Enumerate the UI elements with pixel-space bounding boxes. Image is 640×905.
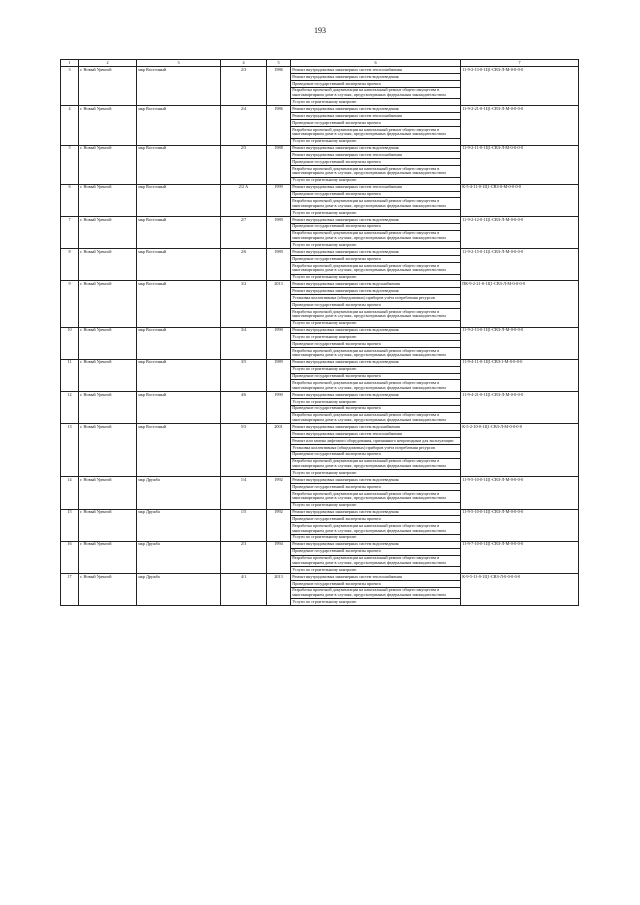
record-work-item: Проведение государственной экспертизы проекта — [291, 120, 461, 127]
table-row — [61, 281, 579, 288]
record-house: 2/7 — [221, 216, 267, 248]
record-code: 11-9-5-10-0-1Ц1-СВЗ-Л-М-0-0-0-0 — [461, 509, 579, 541]
column-header: 4 — [221, 60, 267, 67]
record-work-item: Услуги по строительному контролю — [291, 242, 461, 249]
record-work-item: Проведение государственной экспертизы проекта — [291, 341, 461, 348]
record-work-item: Ремонт внутридомовых инженерных систем теплоснабжения — [291, 184, 461, 191]
record-work-item: Ремонт внутридомовых инженерных систем водоотведения — [291, 288, 461, 295]
table-row — [61, 541, 579, 548]
record-code: 11-9-2-13-0-1Ц1-СВЗ-Л-М-0-0-0-0 — [461, 327, 579, 359]
table-row — [61, 392, 579, 399]
record-work-item: Ремонт внутридомовых инженерных систем водоснабжения — [291, 281, 461, 288]
record-number: 9 — [61, 281, 79, 327]
record-city: г. Новый Уренгой — [79, 424, 137, 477]
record-work-item: Разработка проектной документации на капитальный ремонт общего имущества в многоквартирном доме в случаях, предусмотренных федеральным законодательством — [291, 198, 461, 210]
record-year: 1994 — [267, 541, 291, 573]
record-work-item: Услуги по строительному контролю — [291, 470, 461, 477]
record-house: 4/6 — [221, 392, 267, 424]
record-city: г. Новый Уренгой — [79, 67, 137, 106]
record-work-item: Ремонт внутридомовых инженерных систем водоотведения — [291, 541, 461, 548]
record-work-item: Ремонт внутридомовых инженерных систем водоотведения — [291, 106, 461, 113]
record-work-item: Разработка проектной документации на капитальный ремонт общего имущества в многоквартирном доме в случаях, предусмотренных федеральным законодательством — [291, 127, 461, 139]
table-row — [61, 216, 579, 223]
column-header: 3 — [137, 60, 221, 67]
record-work-item: Разработка проектной документации на капитальный ремонт общего имущества в многоквартирном доме в случаях, предусмотренных федеральным законодательством — [291, 262, 461, 274]
record-work-item: Разработка проектной документации на капитальный ремонт общего имущества в многоквартирном доме в случаях, предусмотренных федеральным законодательством — [291, 230, 461, 242]
record-code: К-5-4-11-0-1Ц1-СВЗ-0-М-0-0-0-0 — [461, 184, 579, 216]
column-number-row — [61, 60, 579, 67]
record-house: 2/4 — [221, 106, 267, 145]
record-work-item: Проведение государственной экспертизы проекта — [291, 484, 461, 491]
record-year: 1989 — [267, 359, 291, 391]
record-year: 1990 — [267, 392, 291, 424]
record-house: 1/5 — [221, 509, 267, 541]
record-house: 1/4 — [221, 477, 267, 509]
record-work-item: Проведение государственной экспертизы проекта — [291, 580, 461, 587]
record-work-item: Услуги по строительному контролю — [291, 398, 461, 405]
table-row — [61, 509, 579, 516]
record-year: 1986 — [267, 106, 291, 145]
record-work-item: Проведение государственной экспертизы проекта — [291, 451, 461, 458]
table-row — [61, 106, 579, 113]
record-work-item: Услуги по строительному контролю — [291, 534, 461, 541]
record-number: 6 — [61, 184, 79, 216]
record-city: г. Новый Уренгой — [79, 541, 137, 573]
column-header: 7 — [461, 60, 579, 67]
record-city: г. Новый Уренгой — [79, 574, 137, 606]
record-district: мкр Дружба — [137, 541, 221, 573]
table-row — [61, 574, 579, 581]
table-row — [61, 184, 579, 191]
record-work-item: Проведение государственной экспертизы проекта — [291, 256, 461, 263]
record-work-item: Проведение государственной экспертизы проекта — [291, 516, 461, 523]
record-house: 2/6 — [221, 249, 267, 281]
table-row — [61, 249, 579, 256]
record-house: 2/3 — [221, 67, 267, 106]
column-header: 2 — [79, 60, 137, 67]
record-district: мкр Восточный — [137, 67, 221, 106]
record-district: мкр Восточный — [137, 281, 221, 327]
record-house: 3/2 — [221, 281, 267, 327]
table-row — [61, 359, 579, 366]
record-work-item: Разработка проектной документации на капитальный ремонт общего имущества в многоквартирном доме в случаях, предусмотренных федеральным законодательством — [291, 348, 461, 360]
record-work-item: Услуги по строительному контролю — [291, 320, 461, 327]
record-work-item: Разработка проектной документации на капитальный ремонт общего имущества в многоквартирном доме в случаях, предусмотренных федеральным законодательством — [291, 380, 461, 392]
record-year: 1992 — [267, 477, 291, 509]
record-work-item: Проведение государственной экспертизы проекта — [291, 159, 461, 166]
record-work-item: Разработка проектной документации на капитальный ремонт общего имущества в многоквартирном доме в случаях, предусмотренных федеральным законодательством — [291, 587, 461, 599]
record-work-item: Ремонт внутридомовых инженерных систем водоотведения — [291, 392, 461, 399]
record-city: г. Новый Уренгой — [79, 106, 137, 145]
record-district: мкр Дружба — [137, 509, 221, 541]
table-row — [61, 67, 579, 74]
record-work-item: Услуги по строительному контролю — [291, 599, 461, 606]
record-district: мкр Дружба — [137, 574, 221, 606]
record-number: 10 — [61, 327, 79, 359]
record-district: мкр Восточный — [137, 249, 221, 281]
record-work-item: Разработка проектной документации на капитальный ремонт общего имущества в многоквартирном доме в случаях, предусмотренных федеральным законодательством — [291, 491, 461, 503]
record-number: 3 — [61, 67, 79, 106]
record-code: К-9-5-11-0-1Ц1-СВЗ-Л-0-0-0-0-0 — [461, 574, 579, 606]
record-code: 11-9-2-21-0-1Ц1-СВЗ-Л-М-0-0-0-0 — [461, 106, 579, 145]
record-number: 14 — [61, 477, 79, 509]
record-work-item: Ремонт или замена лифтового оборудования, признанного непригодным для эксплуатации — [291, 438, 461, 445]
record-city: г. Новый Уренгой — [79, 249, 137, 281]
record-work-item: Разработка проектной документации на капитальный ремонт общего имущества в многоквартирном доме в случаях, предусмотренных федеральным законодательством — [291, 555, 461, 567]
record-work-item: Разработка проектной документации на капитальный ремонт общего имущества в многоквартирном доме в случаях, предусмотренных федеральным законодательством — [291, 523, 461, 535]
record-year: 1990 — [267, 327, 291, 359]
record-work-item: Ремонт внутридомовых инженерных систем водоотведения — [291, 327, 461, 334]
record-work-item: Проведение государственной экспертизы проекта — [291, 191, 461, 198]
record-work-item: Проведение государственной экспертизы проекта — [291, 405, 461, 412]
record-work-item: Проведение государственной экспертизы проекта — [291, 223, 461, 230]
record-work-item: Установка коллективных (общедомовых) приборов учёта потребления ресурсов — [291, 444, 461, 451]
record-work-item: Ремонт внутридомовых инженерных систем водоотведения — [291, 249, 461, 256]
record-code: К-5-2-10-0-1Ц1-СВЗ-Л-М-0-0-0-0 — [461, 424, 579, 477]
record-code: 11-9-2-12-0-1Ц1-СВЗ-Л-М-0-0-0-0 — [461, 216, 579, 248]
record-district: мкр Восточный — [137, 359, 221, 391]
record-work-item: Услуги по строительному контролю — [291, 138, 461, 145]
record-work-item: Разработка проектной документации на капитальный ремонт общего имущества в многоквартирном доме в случаях, предусмотренных федеральным законодательством — [291, 458, 461, 470]
record-city: г. Новый Уренгой — [79, 145, 137, 184]
record-number: 4 — [61, 106, 79, 145]
record-year: 2013 — [267, 281, 291, 327]
record-work-item: Ремонт внутридомовых инженерных систем водоотведения — [291, 216, 461, 223]
record-work-item: Услуги по строительному контролю — [291, 274, 461, 281]
record-year: 1989 — [267, 249, 291, 281]
record-work-item: Ремонт внутридомовых инженерных систем водоотведения — [291, 74, 461, 81]
record-year: 1992 — [267, 509, 291, 541]
record-house: 2/5 — [221, 145, 267, 184]
record-work-item: Разработка проектной документации на капитальный ремонт общего имущества в многоквартирном доме в случаях, предусмотренных федеральным законодательством — [291, 309, 461, 321]
record-work-item: Ремонт внутридомовых инженерных систем водоотведения — [291, 477, 461, 484]
column-header: 5 — [267, 60, 291, 67]
column-header: 6 — [291, 60, 461, 67]
record-work-item: Разработка проектной документации на капитальный ремонт общего имущества в многоквартирном доме в случаях, предусмотренных федеральным законодательством — [291, 412, 461, 424]
record-number: 12 — [61, 392, 79, 424]
record-district: мкр Восточный — [137, 106, 221, 145]
record-work-item: Проведение государственной экспертизы проекта — [291, 302, 461, 309]
record-district: мкр Дружба — [137, 477, 221, 509]
record-work-item: Ремонт внутридомовых инженерных систем водоотведения — [291, 359, 461, 366]
table-row — [61, 477, 579, 484]
record-work-item: Услуги по строительному контролю — [291, 366, 461, 373]
record-work-item: Услуги по строительному контролю — [291, 567, 461, 574]
record-work-item: Разработка проектной документации на капитальный ремонт общего имущества в многоквартирном доме в случаях, предусмотренных федеральным законодательством — [291, 166, 461, 178]
record-city: г. Новый Уренгой — [79, 184, 137, 216]
table-row — [61, 424, 579, 431]
record-code: 11-9-2-11-0-1Ц1-СВЗ-Л-М-0-0-0-0 — [461, 145, 579, 184]
record-code: 11-9-2-15-0-1Ц1-СВЗ-Л-М-0-0-0-0 — [461, 249, 579, 281]
record-work-item: Ремонт внутридомовых инженерных систем водоснабжения — [291, 424, 461, 431]
record-number: 8 — [61, 249, 79, 281]
record-work-item: Услуги по строительному контролю — [291, 177, 461, 184]
record-city: г. Новый Уренгой — [79, 509, 137, 541]
record-year: 2001 — [267, 424, 291, 477]
record-work-item: Услуги по строительному контролю — [291, 502, 461, 509]
record-district: мкр Восточный — [137, 424, 221, 477]
record-work-item: Проведение государственной экспертизы проекта — [291, 80, 461, 87]
record-work-item: Разработка проектной документации на капитальный ремонт общего имущества в многоквартирном доме в случаях, предусмотренных федеральным законодательством — [291, 87, 461, 99]
record-house: 2/2 А — [221, 184, 267, 216]
record-work-item: Ремонт внутридомовых инженерных систем теплоснабжения — [291, 574, 461, 581]
record-work-item: Услуги по строительному контролю — [291, 334, 461, 341]
record-work-item: Проведение государственной экспертизы проекта — [291, 373, 461, 380]
record-work-item: Ремонт внутридомовых инженерных систем водоотведения — [291, 509, 461, 516]
record-work-item: Ремонт внутридомовых инженерных систем теплоснабжения — [291, 431, 461, 438]
record-number: 7 — [61, 216, 79, 248]
record-number: 16 — [61, 541, 79, 573]
table-row — [61, 145, 579, 152]
record-number: 5 — [61, 145, 79, 184]
record-work-item: Ремонт внутридомовых инженерных систем теплоснабжения — [291, 67, 461, 74]
record-house: 2/3 — [221, 541, 267, 573]
record-work-item: Установка коллективных (общедомовых) приборов учёта потребления ресурсов — [291, 295, 461, 302]
record-code: 11-9-5-10-0-1Ц1-СВЗ-Л-М-0-0-0-0 — [461, 477, 579, 509]
record-house: 5/5 — [221, 424, 267, 477]
record-district: мкр Восточный — [137, 216, 221, 248]
record-code: 11-9-2-13-0-1Ц1-СВЗ-Л-М-0-0-0-0 — [461, 67, 579, 106]
record-number: 13 — [61, 424, 79, 477]
record-city: г. Новый Уренгой — [79, 477, 137, 509]
record-code: 11-9-7-10-0-1Ц1-СВЗ-Л-М-0-0-0-0 — [461, 541, 579, 573]
record-code: 11-9-4-11-0-1Ц1-СВЗ-1-М-0-0-0-0 — [461, 359, 579, 391]
record-work-item: Ремонт внутридомовых инженерных систем теплоснабжения — [291, 152, 461, 159]
record-city: г. Новый Уренгой — [79, 359, 137, 391]
record-city: г. Новый Уренгой — [79, 281, 137, 327]
record-number: 15 — [61, 509, 79, 541]
record-house: 3/4 — [221, 327, 267, 359]
record-year: 1988 — [267, 145, 291, 184]
record-house: 3/5 — [221, 359, 267, 391]
record-district: мкр Восточный — [137, 327, 221, 359]
record-year: 1989 — [267, 216, 291, 248]
record-city: г. Новый Уренгой — [79, 392, 137, 424]
record-work-item: Ремонт внутридомовых инженерных систем водоотведения — [291, 145, 461, 152]
record-city: г. Новый Уренгой — [79, 327, 137, 359]
capital-repair-table — [60, 59, 579, 606]
record-code: 11-9-4-21-0-1Ц1-СВЗ-Л-М-0-0-0-0 — [461, 392, 579, 424]
column-header: 1 — [61, 60, 79, 67]
page-number: 193 — [314, 26, 326, 35]
record-work-item: Проведение государственной экспертизы проекта — [291, 548, 461, 555]
record-year: 1986 — [267, 67, 291, 106]
record-work-item: Ремонт внутридомовых инженерных систем теплоснабжения — [291, 113, 461, 120]
record-house: 4/1 — [221, 574, 267, 606]
record-number: 17 — [61, 574, 79, 606]
record-year: 1999 — [267, 184, 291, 216]
record-district: мкр Восточный — [137, 184, 221, 216]
record-district: мкр Восточный — [137, 145, 221, 184]
record-number: 11 — [61, 359, 79, 391]
record-code: ПК-9-2-21-0-1Ц1-СВЗ-Л-М-0-0-0-0 — [461, 281, 579, 327]
record-city: г. Новый Уренгой — [79, 216, 137, 248]
record-work-item: Услуги по строительному контролю — [291, 210, 461, 217]
record-district: мкр Восточный — [137, 392, 221, 424]
record-year: 2013 — [267, 574, 291, 606]
record-work-item: Услуги по строительному контролю — [291, 99, 461, 106]
table-row — [61, 327, 579, 334]
